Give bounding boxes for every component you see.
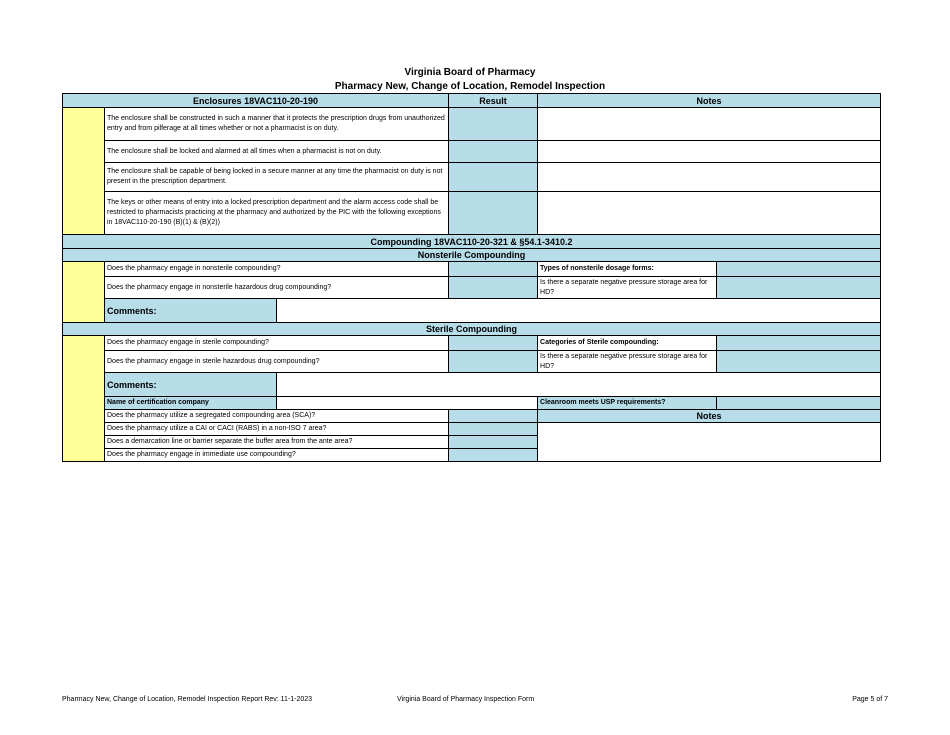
side-label: Is there a separate negative pressure storage area for HD? bbox=[538, 277, 717, 299]
nonsterile-heading: Nonsterile Compounding bbox=[63, 249, 881, 262]
page-title: Virginia Board of Pharmacy bbox=[404, 67, 536, 78]
cert-company-label: Name of certification company bbox=[105, 397, 277, 410]
enclosure-item: The enclosure shall be constructed in such a manner that it protects the prescription drugs from unauthorized entry and from pilferage at all times whether or not a pharmacist is on duty. bbox=[105, 108, 449, 141]
question-label: Does the pharmacy utilize a CAI or CACI (RABS) in a non-ISO 7 area? bbox=[105, 423, 449, 436]
cleanroom-answer[interactable] bbox=[717, 397, 881, 410]
compounding-heading: Compounding 18VAC110-20-321 & §54.1-3410.2 bbox=[63, 235, 881, 249]
comments-field[interactable] bbox=[277, 373, 881, 397]
result-cell[interactable] bbox=[449, 192, 538, 235]
comments-label: Comments: bbox=[105, 373, 277, 397]
footer-left: Pharmacy New, Change of Location, Remodel Inspection Report Rev: 11-1-2023 bbox=[62, 696, 313, 703]
sterile-heading: Sterile Compounding bbox=[63, 323, 881, 336]
result-cell[interactable] bbox=[449, 336, 538, 351]
notes-cell[interactable] bbox=[538, 141, 881, 163]
question-label: Does the pharmacy engage in nonsterile compounding? bbox=[105, 262, 449, 277]
status-cell[interactable] bbox=[63, 108, 105, 235]
comments-label: Comments: bbox=[105, 299, 277, 323]
cert-company-field[interactable] bbox=[277, 397, 538, 410]
result-cell[interactable] bbox=[449, 351, 538, 373]
notes-cell[interactable] bbox=[538, 163, 881, 192]
enclosures-heading: Enclosures 18VAC110-20-190 bbox=[63, 94, 449, 108]
answer-cell[interactable] bbox=[717, 277, 881, 299]
notes-header: Notes bbox=[538, 94, 881, 108]
comments-field[interactable] bbox=[277, 299, 881, 323]
question-label: Does the pharmacy utilize a segregated compounding area (SCA)? bbox=[105, 410, 449, 423]
result-cell[interactable] bbox=[449, 449, 538, 462]
notes-cell[interactable] bbox=[538, 192, 881, 235]
footer-center: Virginia Board of Pharmacy Inspection Form bbox=[397, 696, 535, 703]
page-subtitle: Pharmacy New, Change of Location, Remodel Inspection bbox=[334, 81, 606, 92]
result-cell[interactable] bbox=[449, 262, 538, 277]
side-label: Is there a separate negative pressure storage area for HD? bbox=[538, 351, 717, 373]
notes-cell[interactable] bbox=[538, 423, 881, 462]
question-label: Does a demarcation line or barrier separate the buffer area from the ante area? bbox=[105, 436, 449, 449]
cleanroom-label: Cleanroom meets USP requirements? bbox=[538, 397, 717, 410]
enclosure-item: The keys or other means of entry into a locked prescription department and the alarm access code shall be restricted to pharmacists practicing at the pharmacy and authorized by the PIC with the following exceptions in 18VAC110-20-190 (B)(1) & (B)(2)) bbox=[105, 192, 449, 235]
enclosure-item: The enclosure shall be locked and alarmed at all times when a pharmacist is not on duty. bbox=[105, 141, 449, 163]
status-cell[interactable] bbox=[63, 262, 105, 323]
result-cell[interactable] bbox=[449, 163, 538, 192]
result-cell[interactable] bbox=[449, 141, 538, 163]
side-label: Categories of Sterile compounding: bbox=[538, 336, 717, 351]
question-label: Does the pharmacy engage in immediate use compounding? bbox=[105, 449, 449, 462]
question-label: Does the pharmacy engage in sterile hazardous drug compounding? bbox=[105, 351, 449, 373]
question-label: Does the pharmacy engage in sterile compounding? bbox=[105, 336, 449, 351]
side-label: Types of nonsterile dosage forms: bbox=[538, 262, 717, 277]
result-cell[interactable] bbox=[449, 108, 538, 141]
result-cell[interactable] bbox=[449, 423, 538, 436]
result-cell[interactable] bbox=[449, 436, 538, 449]
result-header: Result bbox=[449, 94, 538, 108]
question-label: Does the pharmacy engage in nonsterile hazardous drug compounding? bbox=[105, 277, 449, 299]
notes-cell[interactable] bbox=[538, 108, 881, 141]
answer-cell[interactable] bbox=[717, 336, 881, 351]
result-cell[interactable] bbox=[449, 277, 538, 299]
answer-cell[interactable] bbox=[717, 351, 881, 373]
footer-page-number: Page 5 of 7 bbox=[852, 696, 888, 703]
status-cell[interactable] bbox=[63, 336, 105, 462]
inspection-table bbox=[62, 93, 881, 462]
notes-header: Notes bbox=[538, 410, 881, 423]
enclosure-item: The enclosure shall be capable of being locked in a secure manner at any time the pharmacist on duty is not present in the prescription department. bbox=[105, 163, 449, 192]
answer-cell[interactable] bbox=[717, 262, 881, 277]
result-cell[interactable] bbox=[449, 410, 538, 423]
